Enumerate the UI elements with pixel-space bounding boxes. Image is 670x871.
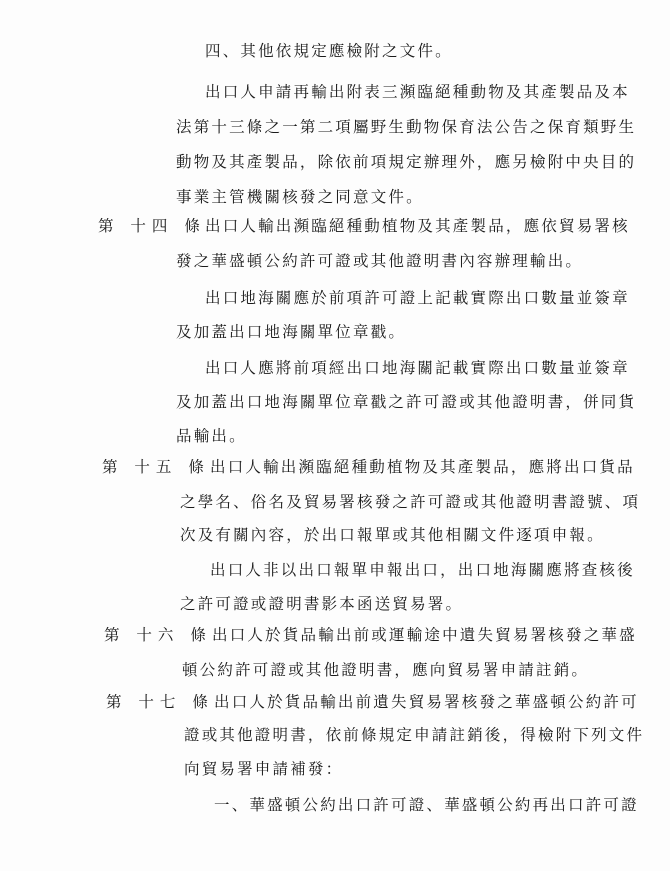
article-16-line: 頓公約許可證或其他證明書，應向貿易署申請註銷。	[182, 661, 590, 679]
article-17-label: 第 十七 條	[106, 693, 214, 711]
article-17-line: 向貿易署申請補發：	[184, 760, 344, 778]
intro-paragraph-line: 事業主管機關核發之同意文件。	[176, 188, 424, 206]
article-14-line: 出口人應將前項經出口地海關記載實際出口數量並簽章	[205, 359, 630, 377]
article-14-line: 出口地海關應於前項許可證上記載實際出口數量並簽章	[205, 289, 630, 307]
article-17-line: 出口人於貨品輸出前遺失貿易署核發之華盛頓公約許可	[214, 693, 639, 711]
article-14-label: 第 十四 條	[98, 217, 206, 235]
article-15-line: 出口人輸出瀕臨絕種動植物及其產製品，應將出口貨品	[210, 458, 635, 476]
article-14-line: 出口人輸出瀕臨絕種動植物及其產製品，應依貿易署核	[205, 217, 630, 235]
article-15-line: 次及有關內容，於出口報單或其他相關文件逐項申報。	[180, 526, 605, 544]
article-17-line: 證或其他證明書，依前條規定申請註銷後，得檢附下列文件	[184, 726, 645, 744]
article-15-line: 出口人非以出口報單申報出口，出口地海關應將查核後	[210, 561, 635, 579]
intro-paragraph-line: 動物及其產製品，除依前項規定辦理外，應另檢附中央目的	[176, 153, 637, 171]
article-16-label: 第 十六 條	[104, 626, 212, 644]
intro-paragraph-line: 出口人申請再輸出附表三瀕臨絕種動物及其產製品及本	[205, 83, 630, 101]
article-15-label: 第 十五 條	[102, 458, 210, 476]
article-15-line: 之許可證或證明書影本函送貿易署。	[180, 595, 464, 613]
article-14-line: 品輸出。	[176, 427, 247, 445]
article-16-line: 出口人於貨品輸出前或運輸途中遺失貿易署核發之華盛	[212, 626, 637, 644]
article-14-line: 及加蓋出口地海關單位章戳。	[176, 323, 407, 341]
article-15-line: 之學名、俗名及貿易署核發之許可證或其他證明書證號、項	[180, 493, 641, 511]
article-14-line: 及加蓋出口地海關單位章戳之許可證或其他證明書，併同貨	[176, 393, 637, 411]
article-17-list-item: 一、華盛頓公約出口許可證、華盛頓公約再出口許可證	[214, 796, 639, 814]
intro-item-four: 四、其他依規定應檢附之文件。	[205, 42, 453, 60]
article-14-line: 發之華盛頓公約許可證或其他證明書內容辦理輸出。	[176, 252, 584, 270]
intro-paragraph-line: 法第十三條之一第二項屬野生動物保育法公告之保育類野生	[176, 118, 637, 136]
